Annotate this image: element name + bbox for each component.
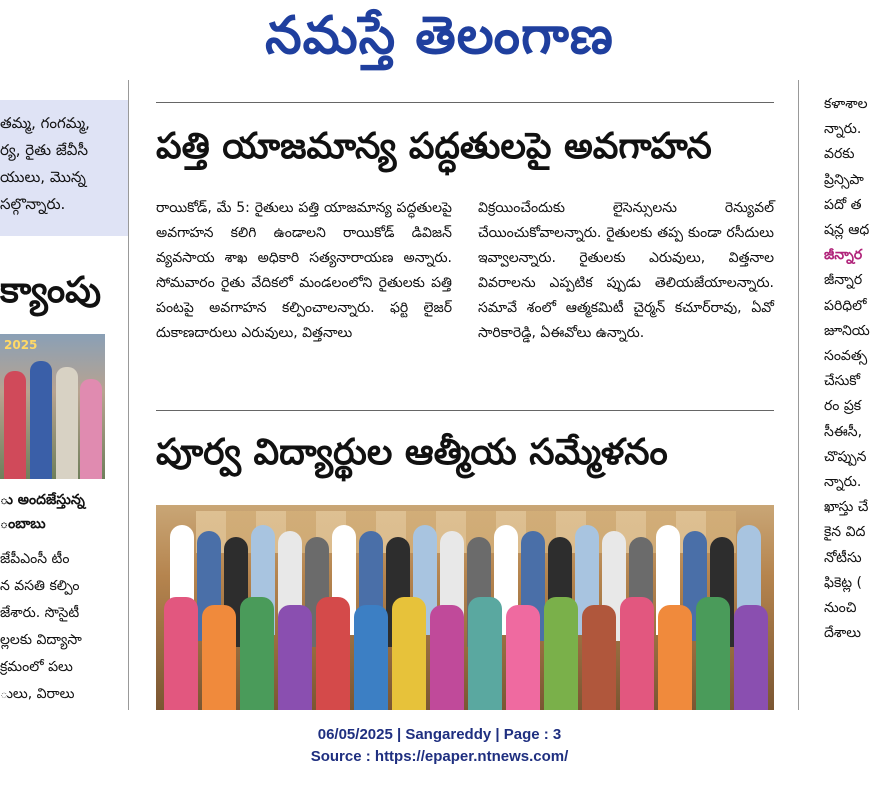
text-line: సంవత్స [824, 348, 868, 365]
left-headline: క్యాంపు [0, 270, 102, 311]
footer-source-line: Source : https://epaper.ntnews.com/ [310, 748, 569, 765]
article1-headline: పత్తి యాజమాన్య పద్ధతులపై అవగాహన [156, 126, 712, 167]
text-line: పదో త [824, 196, 862, 213]
text-line: దేశాలు [824, 625, 862, 642]
newspaper-page [0, 80, 879, 710]
text-line: జీన్నార [824, 247, 863, 264]
top-rule [156, 102, 774, 103]
text-line: కళాశాల [824, 96, 868, 112]
article2-headline: పూర్వ విద్యార్థుల ఆత్మీయ సమ్మేళనం [156, 432, 668, 473]
text-line: యులు, మొన్న [0, 168, 86, 186]
text-line: న్నారు. [824, 474, 862, 491]
text-line: వరకు [824, 146, 855, 163]
text-line: ప్రిన్సిపా [824, 171, 864, 188]
footer-date-line: 06/05/2025 | Sangareddy | Page : 3 [317, 726, 562, 743]
column-divider [798, 80, 799, 710]
text-line: షన్ల ఆధ [824, 222, 870, 239]
text-line: పరిధిలో [824, 297, 867, 314]
photo-badge: 2025 [4, 338, 38, 352]
text-line: జూనియ [824, 322, 870, 339]
text-line: జేపీఎంసీ టీం [0, 551, 70, 567]
text-line: ఖాస్తు చే [824, 499, 869, 516]
left-photo-caption [0, 488, 85, 536]
right-text [824, 92, 870, 646]
text-line: జీన్నార [824, 272, 863, 289]
center-column [156, 80, 774, 710]
left-column [0, 80, 128, 710]
article1-body-col1: రాయికోడ్, మే 5: రైతులు పత్తి యాజమాన్య పద్ధతులపై అవగాహన కలిగి ఉండాలని రాయికోడ్ డివిజన్ వ్యవసాయ శాఖ అధికారి సత్యనారాయణ అన్నారు. సోమవారం రైతు వేదికలో మండలంలోని రైతులకు పత్తి పంటపై అవగాహన కల్పించాలన్నారు. ఫర్టి లైజర్ దుకాణదారులు ఎరువులు, విత్తనాలు [156, 200, 452, 341]
text-line: ర్య, రైతు జేవీసీ [0, 141, 88, 159]
reunion-photo [156, 505, 774, 710]
text-line: ులు, విరాలు [0, 686, 75, 702]
newspaper-title: నమస్తే తెలంగాణ [265, 6, 614, 66]
column-divider [128, 80, 129, 710]
left-highlight-box [0, 100, 128, 236]
text-line: చేసుకో [824, 373, 861, 390]
text-line: రం ప్రక [824, 398, 862, 415]
text-line: న్నారు. [824, 121, 862, 138]
text-line: ఫికెట్ల ( [824, 574, 862, 591]
left-top-text [0, 110, 90, 218]
right-column [824, 80, 879, 710]
left-photo [0, 334, 105, 479]
text-line: సీఈసీ, [824, 423, 863, 440]
left-body-text [0, 546, 82, 708]
text-line: ు అందజేస్తున్న [0, 492, 85, 508]
text-line: ల్లలకు విద్యాసా [0, 632, 82, 648]
text-line: తమ్మ, గంగమ్మ, [0, 114, 90, 132]
article1-body-col2: విక్రయించేందుకు లైసెన్సులను రెన్యువల్ చేయించుకోవాలన్నారు. రైతులకు తప్ప కుండా రసీదులు ఇవ్వాలన్నారు. రైతులకు ఎరువులు, విత్తనాల వివరాలను ఎప్పటిక ప్పుడు తెలియజేయాలన్నారు. సమావే శంలో ఆత్మకమిటీ చైర్మన్ కచూర్‌రావు, ఏవో సారికారెడ్డి, ఏఈవోలు ఉన్నారు. [478, 200, 774, 341]
masthead [0, 0, 879, 78]
text-line: సల్గొన్నారు. [0, 195, 66, 213]
footer [0, 724, 879, 768]
text-line: కైన విద [824, 524, 866, 541]
text-line: నోటీసు [824, 549, 862, 566]
text-line: చొప్పున [824, 448, 867, 465]
text-line: క్రమంలో పలు [0, 659, 73, 675]
text-line: నుంచి [824, 600, 857, 617]
text-line: న వసతి కల్పిం [0, 578, 80, 594]
text-line: జేశారు. సొసైటీ [0, 605, 80, 621]
text-line: ంబాబు [0, 516, 46, 532]
section-rule [156, 410, 774, 411]
